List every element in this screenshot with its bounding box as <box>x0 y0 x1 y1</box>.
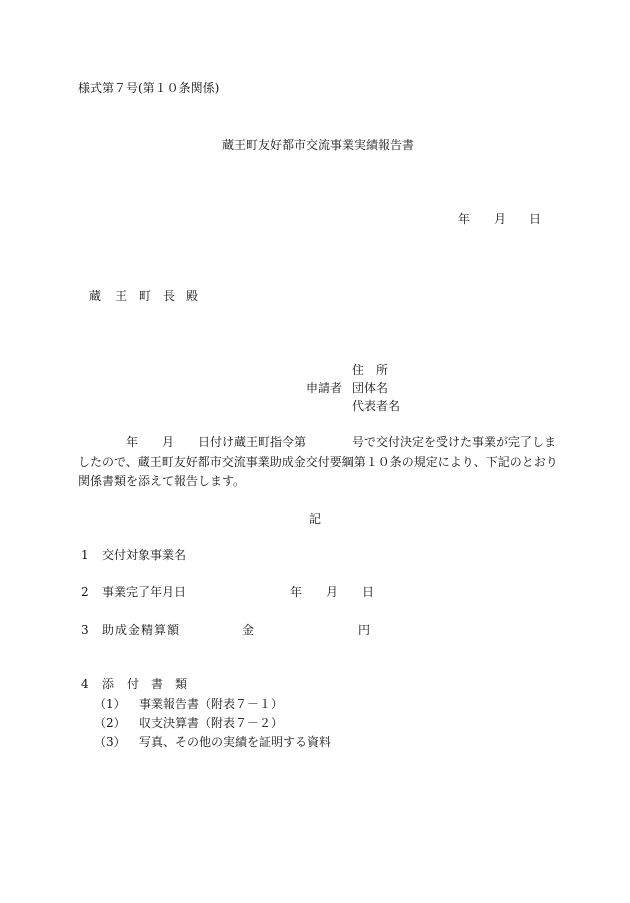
body-line2: したので、蔵王町友好都市交流事業助成金交付要綱第１０条の規定により、下記のとおり <box>78 455 558 469</box>
addressee-char: 長 <box>163 289 176 303</box>
date-day: 日 <box>529 212 542 226</box>
addressee-char: 町 <box>139 289 152 303</box>
applicant-label: 申請者 <box>306 381 343 395</box>
addressee-char: 王 <box>115 289 128 303</box>
attachment-text: 事業報告書（附表７－１） <box>139 697 284 711</box>
body-month: 月 <box>162 435 175 449</box>
item4-char: 添 <box>102 677 115 691</box>
document-title: 蔵王町友好都市交流事業実績報告書 <box>222 138 415 152</box>
attachment-number: （3） <box>94 735 126 749</box>
item4-char: 類 <box>175 677 188 691</box>
attachment-number: （2） <box>94 716 126 730</box>
address-label: 住 所 <box>352 363 389 377</box>
item3-kin: 金 <box>242 623 255 637</box>
item1-label: 交付対象事業名 <box>102 548 187 562</box>
addressee-char: 蔵 <box>89 289 102 303</box>
ki-heading: 記 <box>309 512 322 526</box>
item2-number: 2 <box>81 585 89 599</box>
attachment-number: （1） <box>94 697 126 711</box>
addressee-char: 殿 <box>186 289 199 303</box>
item4-char: 書 <box>151 677 164 691</box>
group-name-label: 団体名 <box>352 381 389 395</box>
body-year: 年 <box>126 435 139 449</box>
body-line1-after-number: 号で交付決定を受けた事業が完了しま <box>352 435 557 449</box>
item3-number: 3 <box>81 623 89 637</box>
item2-year: 年 <box>290 585 303 599</box>
attachment-text: 収支決算書（附表７－２） <box>139 716 284 730</box>
representative-label: 代表者名 <box>352 399 401 413</box>
item2-day: 日 <box>362 585 375 599</box>
body-line3: 関係書類を添えて報告します。 <box>78 474 246 488</box>
date-year: 年 <box>458 212 471 226</box>
item1-number: 1 <box>81 548 89 562</box>
item2-month: 月 <box>326 585 339 599</box>
item3-label: 助成金精算額 <box>102 623 181 637</box>
date-month: 月 <box>494 212 507 226</box>
item2-label: 事業完了年月日 <box>102 585 187 599</box>
item4-number: 4 <box>81 677 89 691</box>
item4-char: 付 <box>127 677 140 691</box>
attachment-text: 写真、その他の実績を証明する資料 <box>139 735 332 749</box>
form-label: 様式第７号(第１０条関係) <box>78 81 220 95</box>
body-line1-text: 日付け蔵王町指令第 <box>198 435 307 449</box>
item3-yen: 円 <box>358 623 371 637</box>
